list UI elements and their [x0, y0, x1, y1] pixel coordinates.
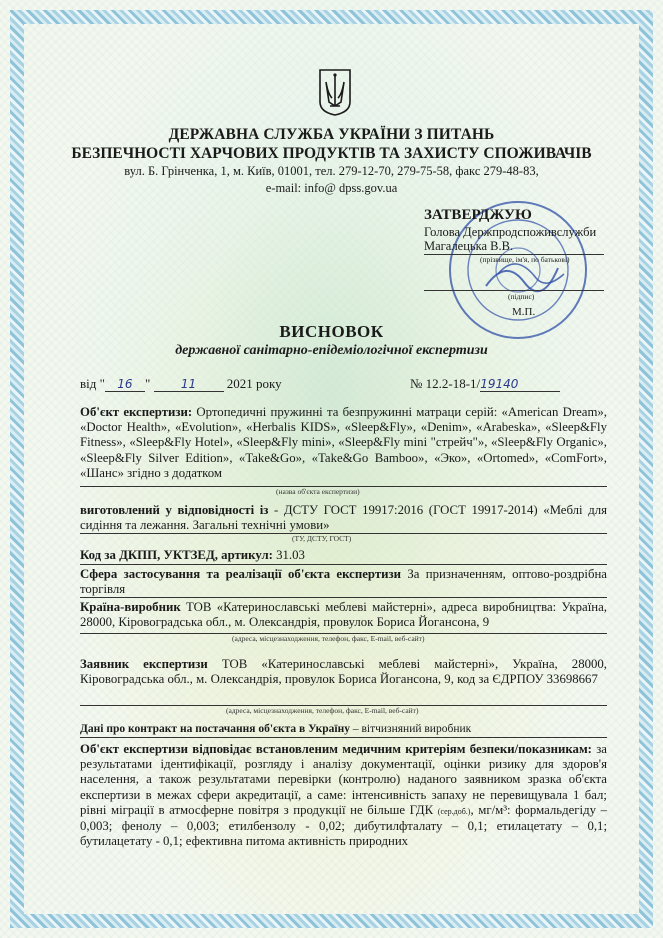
- manufactured-caption: (ТУ, ДСТУ, ГОСТ): [292, 534, 352, 543]
- manufactured-text: - ДСТУ ГОСТ 19917:2016 (ГОСТ 19917-2014) «Меблі для сидіння та лежання. Загальні технічні умови»: [80, 503, 607, 533]
- approval-title: ЗАТВЕРДЖУЮ: [424, 207, 532, 223]
- sphere-label: Сфера застосування та реалізації об'єкта експертизи: [80, 567, 402, 581]
- sphere-block: [80, 567, 607, 597]
- contract-label: Дані про контракт на постачання об'єкта в Україну: [80, 723, 350, 735]
- sphere-text: За призначенням, оптово-роздрібна торгівля: [80, 567, 607, 597]
- code-value: 31.03: [276, 548, 305, 562]
- country-block: [80, 600, 607, 630]
- contract-text: – вітчизняний виробник: [349, 723, 472, 735]
- conclusion-text-2: , мг/м³: формальдегіду – 0,003; фенолу – 0,003; етилбензолу - 0,02; дибутилфталату – 0,1; етилацетату – 0,1; бутилацетату - 0,1; ефективна питома активність природних: [80, 802, 607, 849]
- sphere-rule: [80, 597, 607, 598]
- manufactured-block: [80, 503, 607, 533]
- applicant-caption: (адреса, місцезнаходження, телефон, факс, E-mail, веб-сайт): [226, 706, 419, 715]
- header-line-1: ДЕРЖАВНА СЛУЖБА УКРАЇНИ З ПИТАНЬ: [168, 126, 495, 143]
- date-prefix: від: [80, 376, 97, 391]
- conclusion-text-1: за результатами ідентифікації, розгляду і аналізу документації, оцінки ризику для здоров'я населення, а також результатами перевірки (контролю) наданого заявником зразка об'єкта експертизи в межах сфери акредитації, а саме: інтенсивність запаху не перевищувала 1 бал; рівні міграції в атмосферне повітря з продукції не більше ГДК: [80, 742, 607, 817]
- number-handwritten: 19140: [480, 377, 560, 392]
- applicant-label: Заявник експертизи: [80, 657, 208, 671]
- contract-rule: [80, 737, 607, 738]
- contract-block: [80, 722, 607, 737]
- date-day: 16: [105, 377, 145, 392]
- conclusion-sub-note: (сер.доб.): [437, 806, 471, 816]
- country-text: ТОВ «Катеринославські меблеві майстерні», адреса виробництва: Україна, 28000, Кіровоградська обл., м. Олександрія, провулок Бориса Йогансона, 9: [80, 600, 607, 630]
- header-address: вул. Б. Грінченка, 1, м. Київ, 01001, тел. 279-12-70, 279-75-58, факс 279-48-83,: [124, 164, 539, 178]
- manufactured-label: виготовлений у відповідності із: [80, 503, 269, 517]
- country-label: Країна-виробник: [80, 600, 181, 614]
- code-label: Код за ДКПП, УКТЗЕД, артикул:: [80, 548, 273, 562]
- country-caption: (адреса, місцезнаходження, телефон, факс, E-mail, веб-сайт): [232, 634, 425, 643]
- code-block: [80, 548, 607, 563]
- date-line: від " 16 " 11 2021 року: [80, 376, 282, 391]
- approval-signature-rule: [424, 290, 604, 291]
- date-suffix: року: [256, 376, 282, 391]
- approval-position: Голова Держпродспоживслужби: [424, 225, 597, 239]
- object-block: [80, 405, 607, 481]
- object-label: Об'єкт експертизи:: [80, 405, 193, 419]
- number-prefix: № 12.2-18-1/: [410, 376, 481, 391]
- applicant-text: ТОВ «Катеринославські меблеві майстерні», Україна, 28000, Кіровоградська обл., м. Олександрія, провулок Бориса Йогансона, 9, код за ЄДРПОУ 33698667: [80, 657, 607, 687]
- conclusion-block: [80, 742, 607, 849]
- approval-name: Магалецька В.В.: [424, 239, 514, 253]
- document-number: [410, 376, 560, 392]
- date-month: 11: [154, 377, 224, 392]
- date-year: 2021: [226, 376, 253, 391]
- object-caption: (назва об'єкта експертизи): [276, 487, 360, 496]
- document-title: ВИСНОВОК: [279, 322, 384, 341]
- code-rule: [80, 564, 607, 565]
- applicant-block: [80, 657, 607, 687]
- trident-emblem-icon: [318, 68, 352, 116]
- document-subtitle: державної санітарно-епідеміологічної експертизи: [175, 343, 488, 358]
- header-line-2: БЕЗПЕЧНОСТІ ХАРЧОВИХ ПРОДУКТІВ ТА ЗАХИСТУ СПОЖИВАЧІВ: [71, 145, 592, 162]
- approval-signature-caption: (підпис): [508, 292, 535, 301]
- approval-mp: М.П.: [512, 306, 536, 318]
- conclusion-label: Об'єкт експертизи відповідає встановленим медичним критеріям безпеки/показникам:: [80, 742, 592, 756]
- object-text: Ортопедичні пружинні та безпружинні матраци серій: «American Dream», «Doctor Health», «Evolution», «Herbalis KIDS», «Sleep&Fly», «Denim», «Arabeska», «Sleep&Fly Fitness», «Sleep&Fly Hotel», «Sleep&Fly mini», «Sleep&Fly mini "стрейч"», «Sleep&Fly Organic», «Sleep&Fly Silver Edition», «Take&Go», «Take&Go Bamboo», «Эко», «Ortomed», «ComFort», «Шанс» згідно з додатком: [80, 405, 607, 480]
- approval-name-caption: (прізвище, ім'я, по батькові): [480, 255, 570, 264]
- header-email: e-mail: info@ dpss.gov.ua: [265, 181, 398, 195]
